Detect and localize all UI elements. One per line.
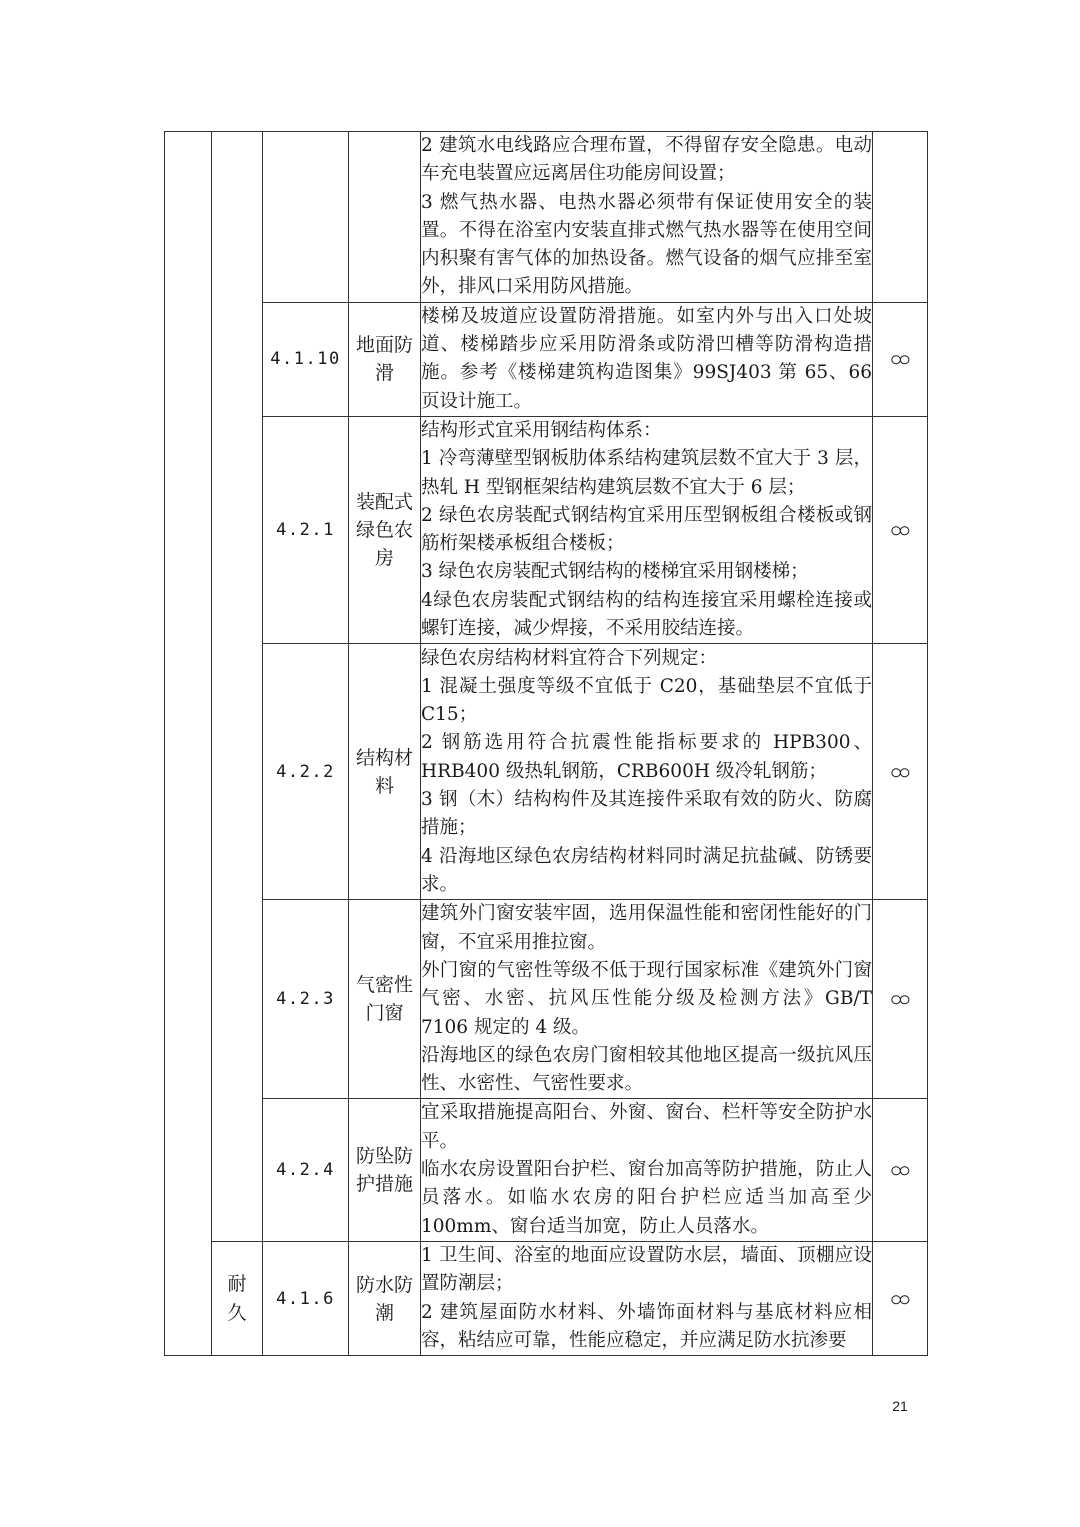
content-line: 3 绿色农房装配式钢结构的楼梯宜采用钢楼梯； [421, 561, 809, 583]
content-line: 3 燃气热水器、电热水器必须带有保证使用安全的装置。不得在浴室内安装直排式燃气热水器等在使用空间内积聚有害气体的加热设备。燃气设备的烟气应排至室外，排风口采用防风措施。 [421, 191, 872, 298]
item-name: 装配式绿色农房 [349, 416, 421, 643]
item-content [421, 644, 873, 900]
item-content [421, 900, 873, 1099]
content-line: 建筑外门窗安装牢固，选用保温性能和密闭性能好的门窗，不宜采用推拉窗。 [421, 903, 872, 953]
table-row [165, 644, 928, 900]
item-name [349, 132, 421, 303]
level-mark [873, 132, 928, 303]
level-mark-icon: ထ [873, 416, 928, 643]
content-line: 2 钢筋选用符合抗震性能指标要求的 HPB300、HRB400 级热轧钢筋，CRB600H 级冷轧钢筋； [421, 732, 872, 782]
item-code: 4.2.4 [263, 1099, 349, 1241]
level-mark-icon: ထ [873, 900, 928, 1099]
category-cell [165, 132, 212, 1356]
level-mark-icon: ထ [873, 1241, 928, 1355]
table-row [165, 416, 928, 643]
content-line: 2 绿色农房装配式钢结构宜采用压型钢板组合楼板或钢筋桁架楼承板组合楼板； [421, 504, 872, 555]
item-content [421, 1241, 873, 1355]
level-mark-icon: ထ [873, 644, 928, 900]
level-mark-icon: ထ [873, 302, 928, 416]
item-content [421, 132, 873, 303]
item-code: 4.1.10 [263, 302, 349, 416]
content-line: 4 沿海地区绿色农房结构材料同时满足抗盐碱、防锈要求。 [421, 845, 872, 895]
item-name: 地面防滑 [349, 302, 421, 416]
table-row [165, 1241, 928, 1355]
item-code: 4.1.6 [263, 1241, 349, 1355]
page-number: 21 [892, 1398, 908, 1414]
sub-category-cell [212, 1241, 263, 1355]
content-line: 楼梯及坡道应设置防滑措施。如室内外与出入口处坡道、楼梯踏步应采用防滑条或防滑凹槽等防滑构造措施。参考《楼梯建筑构造图集》99SJ403 第 65、66 页设计施工。 [421, 305, 872, 412]
item-name: 防坠防护措施 [349, 1099, 421, 1241]
content-line: 外门窗的气密性等级不低于现行国家标准《建筑外门窗气密、水密、抗风压性能分级及检测方法》GB/T 7106 规定的 4 级。 [421, 959, 872, 1038]
item-content [421, 302, 873, 416]
content-line: 临水农房设置阳台护栏、窗台加高等防护措施，防止人员落水。如临水农房的阳台护栏应适当加高至少 100mm、窗台适当加宽，防止人员落水。 [421, 1159, 872, 1237]
content-line: 绿色农房结构材料宜符合下列规定： [421, 647, 718, 669]
item-code [263, 132, 349, 303]
content-line: 宜采取措施提高阳台、外窗、窗台、栏杆等安全防护水平。 [421, 1102, 872, 1152]
content-line: 3 钢（木）结构构件及其连接件采取有效的防火、防腐措施； [421, 788, 872, 839]
level-mark-icon: ထ [873, 1099, 928, 1241]
sub-category-label: 耐久 [227, 1272, 247, 1324]
table-row [165, 1099, 928, 1241]
content-line: 沿海地区的绿色农房门窗相较其他地区提高一级抗风压性、水密性、气密性要求。 [421, 1044, 872, 1095]
content-line: 1 卫生间、浴室的地面应设置防水层，墙面、顶棚应设置防潮层； [421, 1244, 872, 1295]
content-line: 4绿色农房装配式钢结构的结构连接宜采用螺栓连接或螺钉连接，减少焊接，不采用胶结连接。 [421, 589, 872, 640]
content-line: 1 混凝土强度等级不宜低于 C20，基础垫层不宜低于 C15； [421, 675, 872, 726]
content-line: 结构形式宜采用钢结构体系： [421, 419, 662, 441]
table-row [165, 900, 928, 1099]
item-code: 4.2.1 [263, 416, 349, 643]
item-code: 4.2.3 [263, 900, 349, 1099]
item-name: 气密性门窗 [349, 900, 421, 1099]
item-name: 结构材料 [349, 644, 421, 900]
content-line: 1 冷弯薄壁型钢板肋体系结构建筑层数不宜大于 3 层，热轧 H 型钢框架结构建筑层数不宜大于 6 层； [421, 448, 872, 498]
item-code: 4.2.2 [263, 644, 349, 900]
item-content [421, 416, 873, 643]
content-line: 2 建筑屋面防水材料、外墙饰面材料与基底材料应相容，粘结应可靠，性能应稳定，并应满足防水抗渗要 [421, 1301, 872, 1351]
table-row [165, 132, 928, 303]
spec-table [164, 131, 928, 1356]
item-content [421, 1099, 873, 1241]
table-row [165, 302, 928, 416]
item-name: 防水防潮 [349, 1241, 421, 1355]
content-line: 2 建筑水电线路应合理布置，不得留存安全隐患。电动车充电装置应远离居住功能房间设置； [421, 135, 872, 185]
sub-category-cell [212, 132, 263, 1242]
